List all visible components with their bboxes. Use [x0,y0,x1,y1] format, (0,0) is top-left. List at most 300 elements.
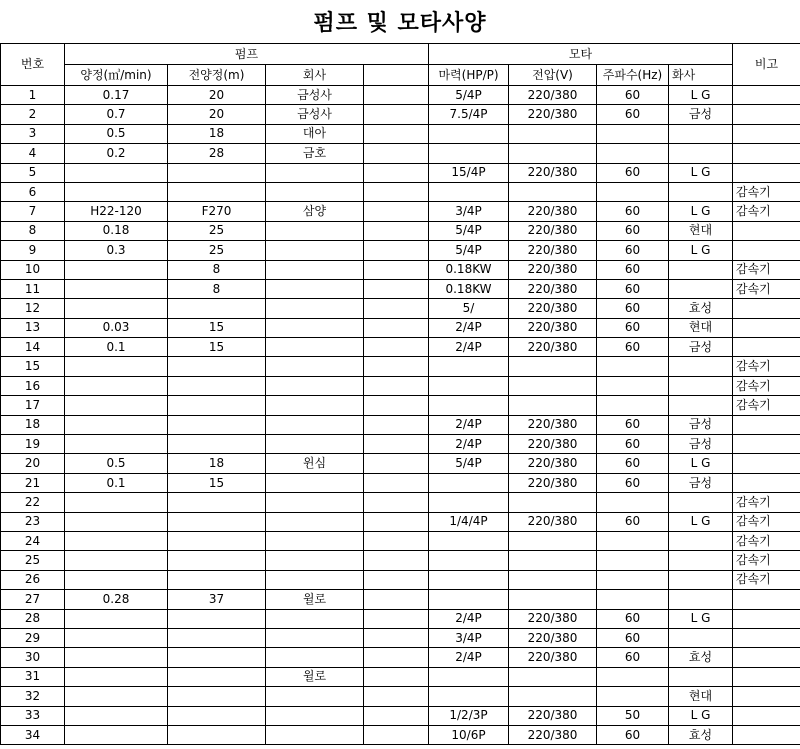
cell-remark[interactable] [733,667,800,686]
cell-head[interactable]: 15 [168,338,266,357]
cell-flow[interactable]: 0.7 [65,105,168,124]
cell-remark[interactable]: 감속기 [733,202,800,221]
cell-pump-blank[interactable] [364,667,429,686]
cell-motor-hz[interactable] [597,396,669,415]
cell-motor-volt[interactable]: 220/380 [509,202,597,221]
cell-motor-hp[interactable] [429,357,509,376]
cell-pump-maker[interactable] [266,706,364,725]
cell-motor-hz[interactable]: 60 [597,454,669,473]
cell-motor-hp[interactable]: 3/4P [429,202,509,221]
cell-motor-maker[interactable] [669,357,733,376]
cell-motor-volt[interactable]: 220/380 [509,299,597,318]
cell-no[interactable]: 14 [1,338,65,357]
cell-flow[interactable] [65,357,168,376]
cell-motor-maker[interactable]: L G [669,163,733,182]
cell-motor-maker[interactable] [669,570,733,589]
cell-pump-blank[interactable] [364,376,429,395]
cell-motor-maker[interactable] [669,590,733,609]
cell-motor-hz[interactable]: 60 [597,473,669,492]
cell-remark[interactable] [733,590,800,609]
cell-motor-maker[interactable]: 효성 [669,299,733,318]
cell-motor-maker[interactable]: 금성 [669,338,733,357]
cell-no[interactable]: 28 [1,609,65,628]
cell-motor-hp[interactable]: 2/4P [429,435,509,454]
cell-pump-maker[interactable] [266,687,364,706]
cell-remark[interactable] [733,86,800,105]
cell-motor-hp[interactable]: 5/4P [429,454,509,473]
cell-motor-volt[interactable]: 220/380 [509,260,597,279]
cell-flow[interactable] [65,493,168,512]
cell-head[interactable]: 15 [168,318,266,337]
cell-no[interactable]: 20 [1,454,65,473]
cell-motor-maker[interactable] [669,279,733,298]
cell-head[interactable] [168,512,266,531]
cell-flow[interactable] [65,667,168,686]
cell-head[interactable] [168,163,266,182]
header-motor-hp[interactable]: 마력(HP/P) [429,65,509,86]
cell-remark[interactable]: 감속기 [733,493,800,512]
cell-motor-hz[interactable]: 60 [597,338,669,357]
cell-head[interactable] [168,725,266,744]
cell-motor-maker[interactable]: 현대 [669,318,733,337]
cell-pump-blank[interactable] [364,590,429,609]
cell-no[interactable]: 23 [1,512,65,531]
cell-head[interactable] [168,415,266,434]
cell-flow[interactable] [65,609,168,628]
cell-motor-hz[interactable] [597,376,669,395]
cell-motor-volt[interactable] [509,531,597,550]
cell-pump-blank[interactable] [364,628,429,647]
cell-flow[interactable]: 0.5 [65,454,168,473]
cell-remark[interactable]: 감속기 [733,357,800,376]
cell-motor-hz[interactable] [597,493,669,512]
cell-motor-volt[interactable]: 220/380 [509,609,597,628]
cell-motor-maker[interactable]: 효성 [669,648,733,667]
cell-motor-hp[interactable] [429,144,509,163]
cell-flow[interactable] [65,260,168,279]
cell-remark[interactable] [733,628,800,647]
cell-motor-hz[interactable]: 50 [597,706,669,725]
cell-motor-hz[interactable]: 60 [597,260,669,279]
cell-motor-maker[interactable] [669,396,733,415]
cell-pump-blank[interactable] [364,551,429,570]
cell-motor-volt[interactable]: 220/380 [509,454,597,473]
cell-flow[interactable] [65,531,168,550]
cell-pump-blank[interactable] [364,221,429,240]
cell-motor-hz[interactable]: 60 [597,725,669,744]
cell-head[interactable]: 37 [168,590,266,609]
cell-motor-maker[interactable]: 금성 [669,105,733,124]
cell-no[interactable]: 31 [1,667,65,686]
cell-no[interactable]: 1 [1,86,65,105]
cell-motor-hp[interactable] [429,396,509,415]
cell-pump-maker[interactable] [266,551,364,570]
cell-flow[interactable] [65,725,168,744]
cell-no[interactable]: 3 [1,124,65,143]
cell-pump-blank[interactable] [364,124,429,143]
cell-pump-blank[interactable] [364,706,429,725]
cell-motor-volt[interactable] [509,396,597,415]
cell-pump-blank[interactable] [364,144,429,163]
header-motor-volt[interactable]: 전압(V) [509,65,597,86]
cell-motor-maker[interactable] [669,260,733,279]
cell-flow[interactable]: 0.1 [65,473,168,492]
cell-pump-maker[interactable] [266,221,364,240]
cell-remark[interactable]: 감속기 [733,551,800,570]
cell-remark[interactable] [733,318,800,337]
cell-motor-volt[interactable] [509,376,597,395]
cell-head[interactable] [168,493,266,512]
cell-remark[interactable] [733,706,800,725]
cell-pump-blank[interactable] [364,202,429,221]
cell-motor-hp[interactable] [429,590,509,609]
cell-no[interactable]: 17 [1,396,65,415]
cell-motor-volt[interactable] [509,551,597,570]
cell-no[interactable]: 25 [1,551,65,570]
cell-pump-maker[interactable] [266,318,364,337]
cell-motor-hp[interactable] [429,473,509,492]
cell-motor-hp[interactable]: 0.18KW [429,279,509,298]
cell-pump-blank[interactable] [364,279,429,298]
cell-flow[interactable] [65,299,168,318]
cell-pump-blank[interactable] [364,86,429,105]
cell-pump-maker[interactable]: 윈심 [266,454,364,473]
cell-remark[interactable]: 감속기 [733,279,800,298]
cell-motor-volt[interactable]: 220/380 [509,279,597,298]
cell-head[interactable] [168,435,266,454]
cell-remark[interactable] [733,687,800,706]
cell-motor-hz[interactable]: 60 [597,512,669,531]
cell-head[interactable] [168,609,266,628]
cell-head[interactable] [168,570,266,589]
cell-motor-hp[interactable]: 2/4P [429,415,509,434]
cell-flow[interactable]: H22-120 [65,202,168,221]
cell-motor-hp[interactable]: 10/6P [429,725,509,744]
cell-motor-hz[interactable]: 60 [597,299,669,318]
cell-motor-maker[interactable]: 금성 [669,415,733,434]
cell-motor-hz[interactable]: 60 [597,279,669,298]
cell-motor-hp[interactable] [429,667,509,686]
cell-motor-hp[interactable]: 2/4P [429,338,509,357]
cell-no[interactable]: 6 [1,182,65,201]
cell-motor-volt[interactable] [509,687,597,706]
cell-no[interactable]: 2 [1,105,65,124]
cell-motor-maker[interactable] [669,551,733,570]
cell-motor-hz[interactable]: 60 [597,415,669,434]
cell-no[interactable]: 4 [1,144,65,163]
cell-flow[interactable] [65,628,168,647]
header-pump-flow[interactable]: 양정(㎥/min) [65,65,168,86]
header-remark[interactable]: 비고 [733,44,800,86]
cell-pump-blank[interactable] [364,396,429,415]
cell-flow[interactable]: 0.28 [65,590,168,609]
cell-motor-hp[interactable]: 2/4P [429,648,509,667]
cell-motor-volt[interactable]: 220/380 [509,221,597,240]
cell-flow[interactable] [65,415,168,434]
cell-pump-maker[interactable]: 윌로 [266,590,364,609]
cell-flow[interactable] [65,706,168,725]
header-no[interactable]: 번호 [1,44,65,86]
cell-flow[interactable]: 0.2 [65,144,168,163]
cell-motor-hz[interactable] [597,687,669,706]
cell-motor-volt[interactable]: 220/380 [509,318,597,337]
cell-no[interactable]: 12 [1,299,65,318]
cell-remark[interactable]: 감속기 [733,512,800,531]
cell-head[interactable] [168,531,266,550]
cell-pump-blank[interactable] [364,512,429,531]
cell-motor-hz[interactable] [597,531,669,550]
cell-remark[interactable] [733,435,800,454]
cell-pump-blank[interactable] [364,299,429,318]
cell-flow[interactable] [65,396,168,415]
cell-remark[interactable]: 감속기 [733,182,800,201]
cell-motor-volt[interactable] [509,590,597,609]
cell-head[interactable]: 20 [168,86,266,105]
cell-motor-hp[interactable]: 5/4P [429,221,509,240]
cell-motor-volt[interactable] [509,124,597,143]
cell-motor-volt[interactable]: 220/380 [509,163,597,182]
cell-remark[interactable] [733,338,800,357]
cell-motor-maker[interactable]: L G [669,706,733,725]
cell-pump-maker[interactable] [266,531,364,550]
cell-remark[interactable]: 감속기 [733,570,800,589]
cell-no[interactable]: 5 [1,163,65,182]
cell-pump-maker[interactable] [266,396,364,415]
cell-motor-volt[interactable]: 220/380 [509,105,597,124]
header-motor-hz[interactable]: 주파수(Hz) [597,65,669,86]
cell-motor-maker[interactable]: L G [669,202,733,221]
cell-motor-hp[interactable]: 1/4/4P [429,512,509,531]
cell-pump-blank[interactable] [364,687,429,706]
cell-remark[interactable]: 감속기 [733,376,800,395]
cell-motor-volt[interactable]: 220/380 [509,415,597,434]
cell-pump-maker[interactable] [266,493,364,512]
cell-flow[interactable] [65,163,168,182]
cell-remark[interactable]: 감속기 [733,531,800,550]
cell-motor-hp[interactable]: 2/4P [429,318,509,337]
cell-motor-volt[interactable] [509,570,597,589]
cell-motor-maker[interactable]: L G [669,241,733,260]
cell-motor-hp[interactable] [429,182,509,201]
cell-motor-maker[interactable]: L G [669,86,733,105]
cell-pump-blank[interactable] [364,338,429,357]
cell-no[interactable]: 16 [1,376,65,395]
cell-pump-maker[interactable] [266,182,364,201]
cell-remark[interactable] [733,415,800,434]
cell-remark[interactable]: 감속기 [733,260,800,279]
cell-flow[interactable] [65,551,168,570]
cell-motor-hz[interactable]: 60 [597,435,669,454]
cell-pump-maker[interactable]: 윌로 [266,667,364,686]
cell-pump-maker[interactable] [266,628,364,647]
cell-flow[interactable]: 0.17 [65,86,168,105]
cell-pump-maker[interactable] [266,357,364,376]
cell-motor-maker[interactable]: L G [669,609,733,628]
cell-head[interactable]: 25 [168,241,266,260]
cell-pump-maker[interactable] [266,435,364,454]
cell-flow[interactable]: 0.3 [65,241,168,260]
cell-motor-hz[interactable]: 60 [597,221,669,240]
cell-remark[interactable] [733,725,800,744]
cell-flow[interactable] [65,648,168,667]
cell-motor-hz[interactable]: 60 [597,609,669,628]
cell-pump-blank[interactable] [364,182,429,201]
cell-motor-maker[interactable]: 금성 [669,473,733,492]
cell-pump-maker[interactable] [266,260,364,279]
cell-head[interactable] [168,396,266,415]
cell-head[interactable]: 8 [168,260,266,279]
cell-motor-hp[interactable] [429,376,509,395]
cell-motor-hz[interactable] [597,570,669,589]
cell-no[interactable]: 7 [1,202,65,221]
cell-no[interactable]: 9 [1,241,65,260]
cell-no[interactable]: 18 [1,415,65,434]
cell-pump-maker[interactable]: 삼양 [266,202,364,221]
cell-motor-maker[interactable] [669,531,733,550]
cell-motor-hz[interactable] [597,357,669,376]
cell-flow[interactable]: 0.03 [65,318,168,337]
cell-remark[interactable] [733,105,800,124]
cell-motor-maker[interactable] [669,144,733,163]
cell-pump-maker[interactable] [266,609,364,628]
cell-motor-hp[interactable] [429,493,509,512]
cell-no[interactable]: 26 [1,570,65,589]
cell-motor-maker[interactable] [669,667,733,686]
cell-motor-hp[interactable]: 0.18KW [429,260,509,279]
cell-pump-maker[interactable] [266,570,364,589]
cell-motor-volt[interactable]: 220/380 [509,648,597,667]
cell-pump-maker[interactable] [266,473,364,492]
cell-pump-maker[interactable]: 금성사 [266,105,364,124]
cell-pump-blank[interactable] [364,609,429,628]
cell-head[interactable]: 8 [168,279,266,298]
cell-motor-hz[interactable]: 60 [597,105,669,124]
cell-pump-maker[interactable] [266,376,364,395]
cell-motor-hz[interactable]: 60 [597,86,669,105]
cell-no[interactable]: 13 [1,318,65,337]
cell-motor-hz[interactable]: 60 [597,163,669,182]
cell-pump-blank[interactable] [364,435,429,454]
cell-motor-maker[interactable]: L G [669,512,733,531]
header-pump-maker[interactable]: 회사 [266,65,364,86]
cell-motor-maker[interactable] [669,628,733,647]
cell-head[interactable] [168,376,266,395]
cell-motor-hz[interactable] [597,590,669,609]
cell-pump-maker[interactable] [266,725,364,744]
header-motor-maker[interactable]: 화사 [669,65,733,86]
cell-motor-hp[interactable] [429,570,509,589]
cell-motor-maker[interactable] [669,124,733,143]
cell-motor-volt[interactable]: 220/380 [509,435,597,454]
cell-motor-hz[interactable] [597,144,669,163]
cell-motor-maker[interactable]: 효성 [669,725,733,744]
cell-pump-blank[interactable] [364,531,429,550]
cell-head[interactable]: 25 [168,221,266,240]
cell-pump-maker[interactable] [266,512,364,531]
cell-pump-maker[interactable] [266,279,364,298]
header-pump[interactable]: 펌프 [65,44,429,65]
cell-flow[interactable] [65,182,168,201]
header-pump-blank[interactable] [364,65,429,86]
cell-flow[interactable] [65,570,168,589]
cell-remark[interactable] [733,124,800,143]
cell-pump-maker[interactable] [266,415,364,434]
cell-head[interactable] [168,551,266,570]
cell-remark[interactable] [733,163,800,182]
cell-motor-volt[interactable]: 220/380 [509,241,597,260]
cell-motor-hz[interactable]: 60 [597,318,669,337]
header-pump-head[interactable]: 전양정(m) [168,65,266,86]
cell-head[interactable] [168,667,266,686]
cell-head[interactable]: 28 [168,144,266,163]
cell-no[interactable]: 11 [1,279,65,298]
cell-no[interactable]: 19 [1,435,65,454]
cell-pump-blank[interactable] [364,570,429,589]
cell-no[interactable]: 22 [1,493,65,512]
cell-motor-hp[interactable] [429,124,509,143]
cell-motor-hp[interactable]: 3/4P [429,628,509,647]
cell-flow[interactable] [65,435,168,454]
cell-flow[interactable]: 0.5 [65,124,168,143]
cell-head[interactable] [168,648,266,667]
cell-no[interactable]: 21 [1,473,65,492]
cell-motor-hp[interactable] [429,551,509,570]
cell-motor-hp[interactable]: 5/ [429,299,509,318]
cell-motor-volt[interactable]: 220/380 [509,86,597,105]
cell-head[interactable] [168,706,266,725]
cell-motor-hz[interactable] [597,551,669,570]
cell-pump-blank[interactable] [364,241,429,260]
cell-flow[interactable] [65,512,168,531]
cell-head[interactable]: 20 [168,105,266,124]
cell-remark[interactable] [733,473,800,492]
cell-head[interactable]: 18 [168,454,266,473]
cell-remark[interactable]: 감속기 [733,396,800,415]
cell-motor-volt[interactable]: 220/380 [509,338,597,357]
cell-flow[interactable] [65,376,168,395]
cell-head[interactable] [168,357,266,376]
cell-motor-maker[interactable] [669,376,733,395]
cell-motor-volt[interactable] [509,667,597,686]
cell-motor-hz[interactable] [597,182,669,201]
cell-motor-maker[interactable]: 현대 [669,687,733,706]
cell-no[interactable]: 8 [1,221,65,240]
cell-motor-maker[interactable]: L G [669,454,733,473]
cell-pump-blank[interactable] [364,725,429,744]
cell-pump-blank[interactable] [364,648,429,667]
cell-remark[interactable] [733,299,800,318]
cell-head[interactable]: F270 [168,202,266,221]
cell-motor-hp[interactable]: 7.5/4P [429,105,509,124]
cell-motor-hp[interactable] [429,531,509,550]
cell-motor-maker[interactable]: 금성 [669,435,733,454]
cell-motor-volt[interactable]: 220/380 [509,725,597,744]
cell-motor-volt[interactable] [509,493,597,512]
cell-motor-volt[interactable]: 220/380 [509,628,597,647]
cell-no[interactable]: 10 [1,260,65,279]
cell-no[interactable]: 32 [1,687,65,706]
cell-pump-maker[interactable]: 금성사 [266,86,364,105]
cell-remark[interactable] [733,609,800,628]
cell-pump-blank[interactable] [364,473,429,492]
cell-pump-maker[interactable]: 대아 [266,124,364,143]
cell-motor-volt[interactable]: 220/380 [509,706,597,725]
cell-motor-volt[interactable] [509,144,597,163]
cell-pump-maker[interactable] [266,299,364,318]
cell-motor-hp[interactable]: 5/4P [429,241,509,260]
cell-pump-blank[interactable] [364,260,429,279]
cell-pump-maker[interactable] [266,338,364,357]
